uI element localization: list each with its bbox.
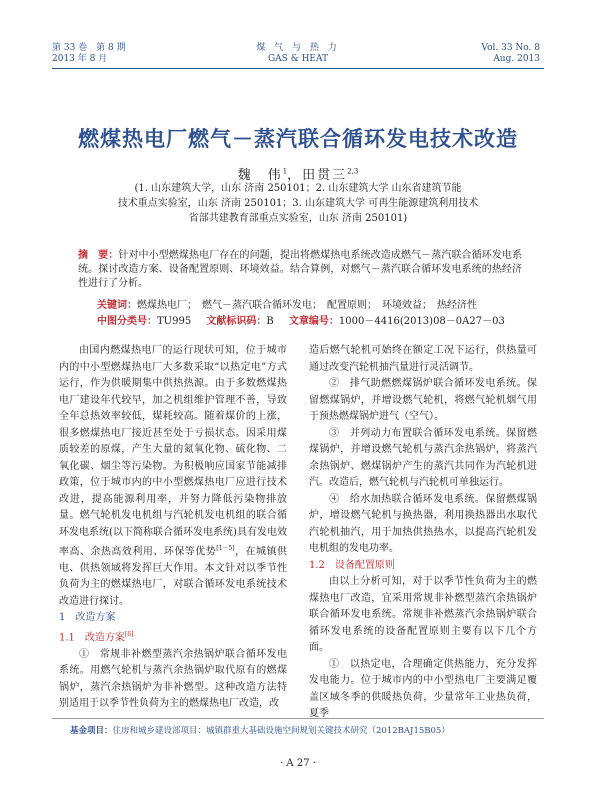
journal-name-cn: 煤 气 与 热 力 — [256, 43, 340, 53]
funding-text: 住房和城乡建设部项目：城镇群重大基础设施空间规划关键技术研究（2012BAJ15B05） — [112, 726, 450, 736]
header-rule — [52, 68, 544, 69]
volume-issue-en: Vol. 33 No. 8 — [481, 43, 540, 53]
author-affil-mark: 2,3 — [347, 167, 359, 176]
author-name: 田贯三 — [302, 168, 348, 183]
doc-code-value: B — [266, 316, 274, 327]
issue-date: 2013 年 8 月 — [52, 54, 108, 64]
doc-code-label: 文献标识码： — [206, 316, 267, 327]
citation: [1－5] — [216, 545, 235, 552]
abstract-label: 摘 要： — [78, 250, 119, 261]
body-paragraph: ④ 给水加热联合循环发电系统。保留燃煤锅炉，增设燃气轮机与换热器，利用换热器出水取代汽轮机抽汽，用于加热供热热水，以提高汽轮机发电机组的发电功率。 — [309, 493, 537, 554]
classification-line — [97, 312, 505, 327]
funding-label: 基金项目： — [70, 726, 113, 736]
affiliation-line: (1. 山东建筑大学，山东 济南 250101；2. 山东建筑大学 山东省建筑节能 — [134, 183, 462, 194]
footnote-rule — [52, 718, 544, 719]
clc-value: TU995 — [157, 316, 192, 327]
body-paragraph: ② 排气助燃燃煤锅炉联合循环发电系统。保留燃煤锅炉，并增设燃气轮机，将燃气轮机烟气用于预热燃煤锅炉进气（空气）。 — [309, 378, 537, 422]
subsection-heading: 1.1 改造方案[6] — [59, 630, 134, 644]
subsection-heading: 1.2 设备配置原则 — [309, 559, 395, 571]
keywords — [97, 296, 477, 311]
journal-name-en: GAS & HEAT — [267, 54, 329, 64]
keywords-text: 燃煤热电厂； 燃气－蒸汽联合循环发电； 配置原则； 环境效益； 热经济性 — [137, 300, 477, 311]
body-column-left — [59, 343, 287, 713]
article-id-label: 文章编号： — [288, 316, 339, 327]
body-column-right — [309, 343, 537, 723]
author-affil-mark: 1 — [282, 167, 288, 176]
keywords-label: 关键词： — [97, 300, 137, 311]
volume-issue: 第 33 卷 第 8 期 — [52, 43, 126, 53]
section-heading: 1 改造方案 — [59, 612, 116, 624]
affiliation-block — [0, 181, 596, 226]
article-id-value: 1000－4416(2013)08－0A27－03 — [338, 316, 505, 327]
journal-volume-info-en — [481, 43, 540, 65]
affiliation-line: 省部共建教育部重点实验室，山东 济南 250101) — [188, 213, 408, 224]
author-separator: ， — [287, 168, 303, 183]
body-paragraph: ① 以热定电，合理确定供热能力，充分发挥发电能力。位于城市内的中小型热电厂主要满足覆盖区域冬季的供暖热负荷，少量常年工业热负荷，夏季 — [309, 658, 537, 719]
abstract — [78, 249, 522, 291]
page-number: · A 27 · — [280, 758, 316, 769]
clc-label: 中图分类号： — [97, 316, 157, 327]
body-paragraph: 造后燃气轮机可始终在额定工况下运行，供热量可通过改变汽轮机抽汽量进行灵活调节。 — [309, 345, 537, 373]
body-paragraph: ① 常规非补燃型蒸汽余热锅炉联合循环发电系统。用燃气轮机与蒸汽余热锅炉取代原有的燃煤锅炉，蒸汽余热锅炉为非补燃型。这种改造方法特别适用于以季节性负荷为主的燃煤热电厂改造，改 — [59, 648, 287, 710]
body-paragraph: 由以上分析可知，对于以季节性负荷为主的燃煤热电厂改造，宜采用常规非补燃型蒸汽余热锅炉联合循环发电系统。常规非补燃蒸汽余热锅炉联合循环发电系统的设备配置原则主要有以下几个方面。 — [309, 576, 537, 653]
body-paragraph: ③ 并列动力布置联合循环发电系统。保留燃煤锅炉，并增设燃气轮机与蒸汽余热锅炉，将蒸汽余热锅炉、燃煤锅炉产生的蒸汽共同作为汽轮机进汽。改造后，燃气轮机与汽轮机可单独运行。 — [309, 427, 537, 488]
author-name: 魏 伟 — [237, 168, 283, 183]
abstract-text: 针对中小型燃煤热电厂存在的问题，提出将燃煤热电系统改造成燃气－蒸汽联合循环发电系统。探讨改造方案、设备配置原则、环境效益。结合算例，对燃气－蒸汽联合循环发电系统的热经济性进行了分析。 — [78, 250, 523, 289]
issue-date-en: Aug. 2013 — [493, 54, 540, 64]
body-paragraph: 由国内燃煤热电厂的运行现状可知，位于城市内的中小型燃煤热电厂大多数采取“以热定电”方式运行，作为供暖期集中供热热源。由于多数燃煤热电厂建设年代较早，加之机组维护管理不善，导致全年总热效率较低，煤耗较高。随着煤价的上涨，很多燃煤热电厂接近甚至处于亏损状态。因采用煤质较差的原煤，产生大量的氮氧化物、硫化物、二氧化碳、烟尘等污染物。为积极响应国家节能减排政策，位于城市内的中小型燃煤热电厂应进行技术改进，提高能源利用率，并努力降低污染物排放量。燃气轮机发电机组与汽轮机发电机组的联合循环发电系统(以下简称联合循环发电系统)具有发电效率高、余热高效利用、环保等优势[1－5]，在城镇供电、供热领域将发挥巨大作用。本文针对以季节性负荷为主的燃煤热电厂，对联合循环发电系统技术改造进行探讨。 — [59, 345, 288, 607]
citation: [6] — [124, 630, 134, 638]
affiliation-line: 技术重点实验室，山东 济南 250101；3. 山东建筑大学 可再生能源建筑利用技术 — [117, 198, 479, 209]
funding-note — [70, 724, 450, 736]
paper-title: 燃煤热电厂燃气－蒸汽联合循环发电技术改造 — [78, 126, 518, 151]
